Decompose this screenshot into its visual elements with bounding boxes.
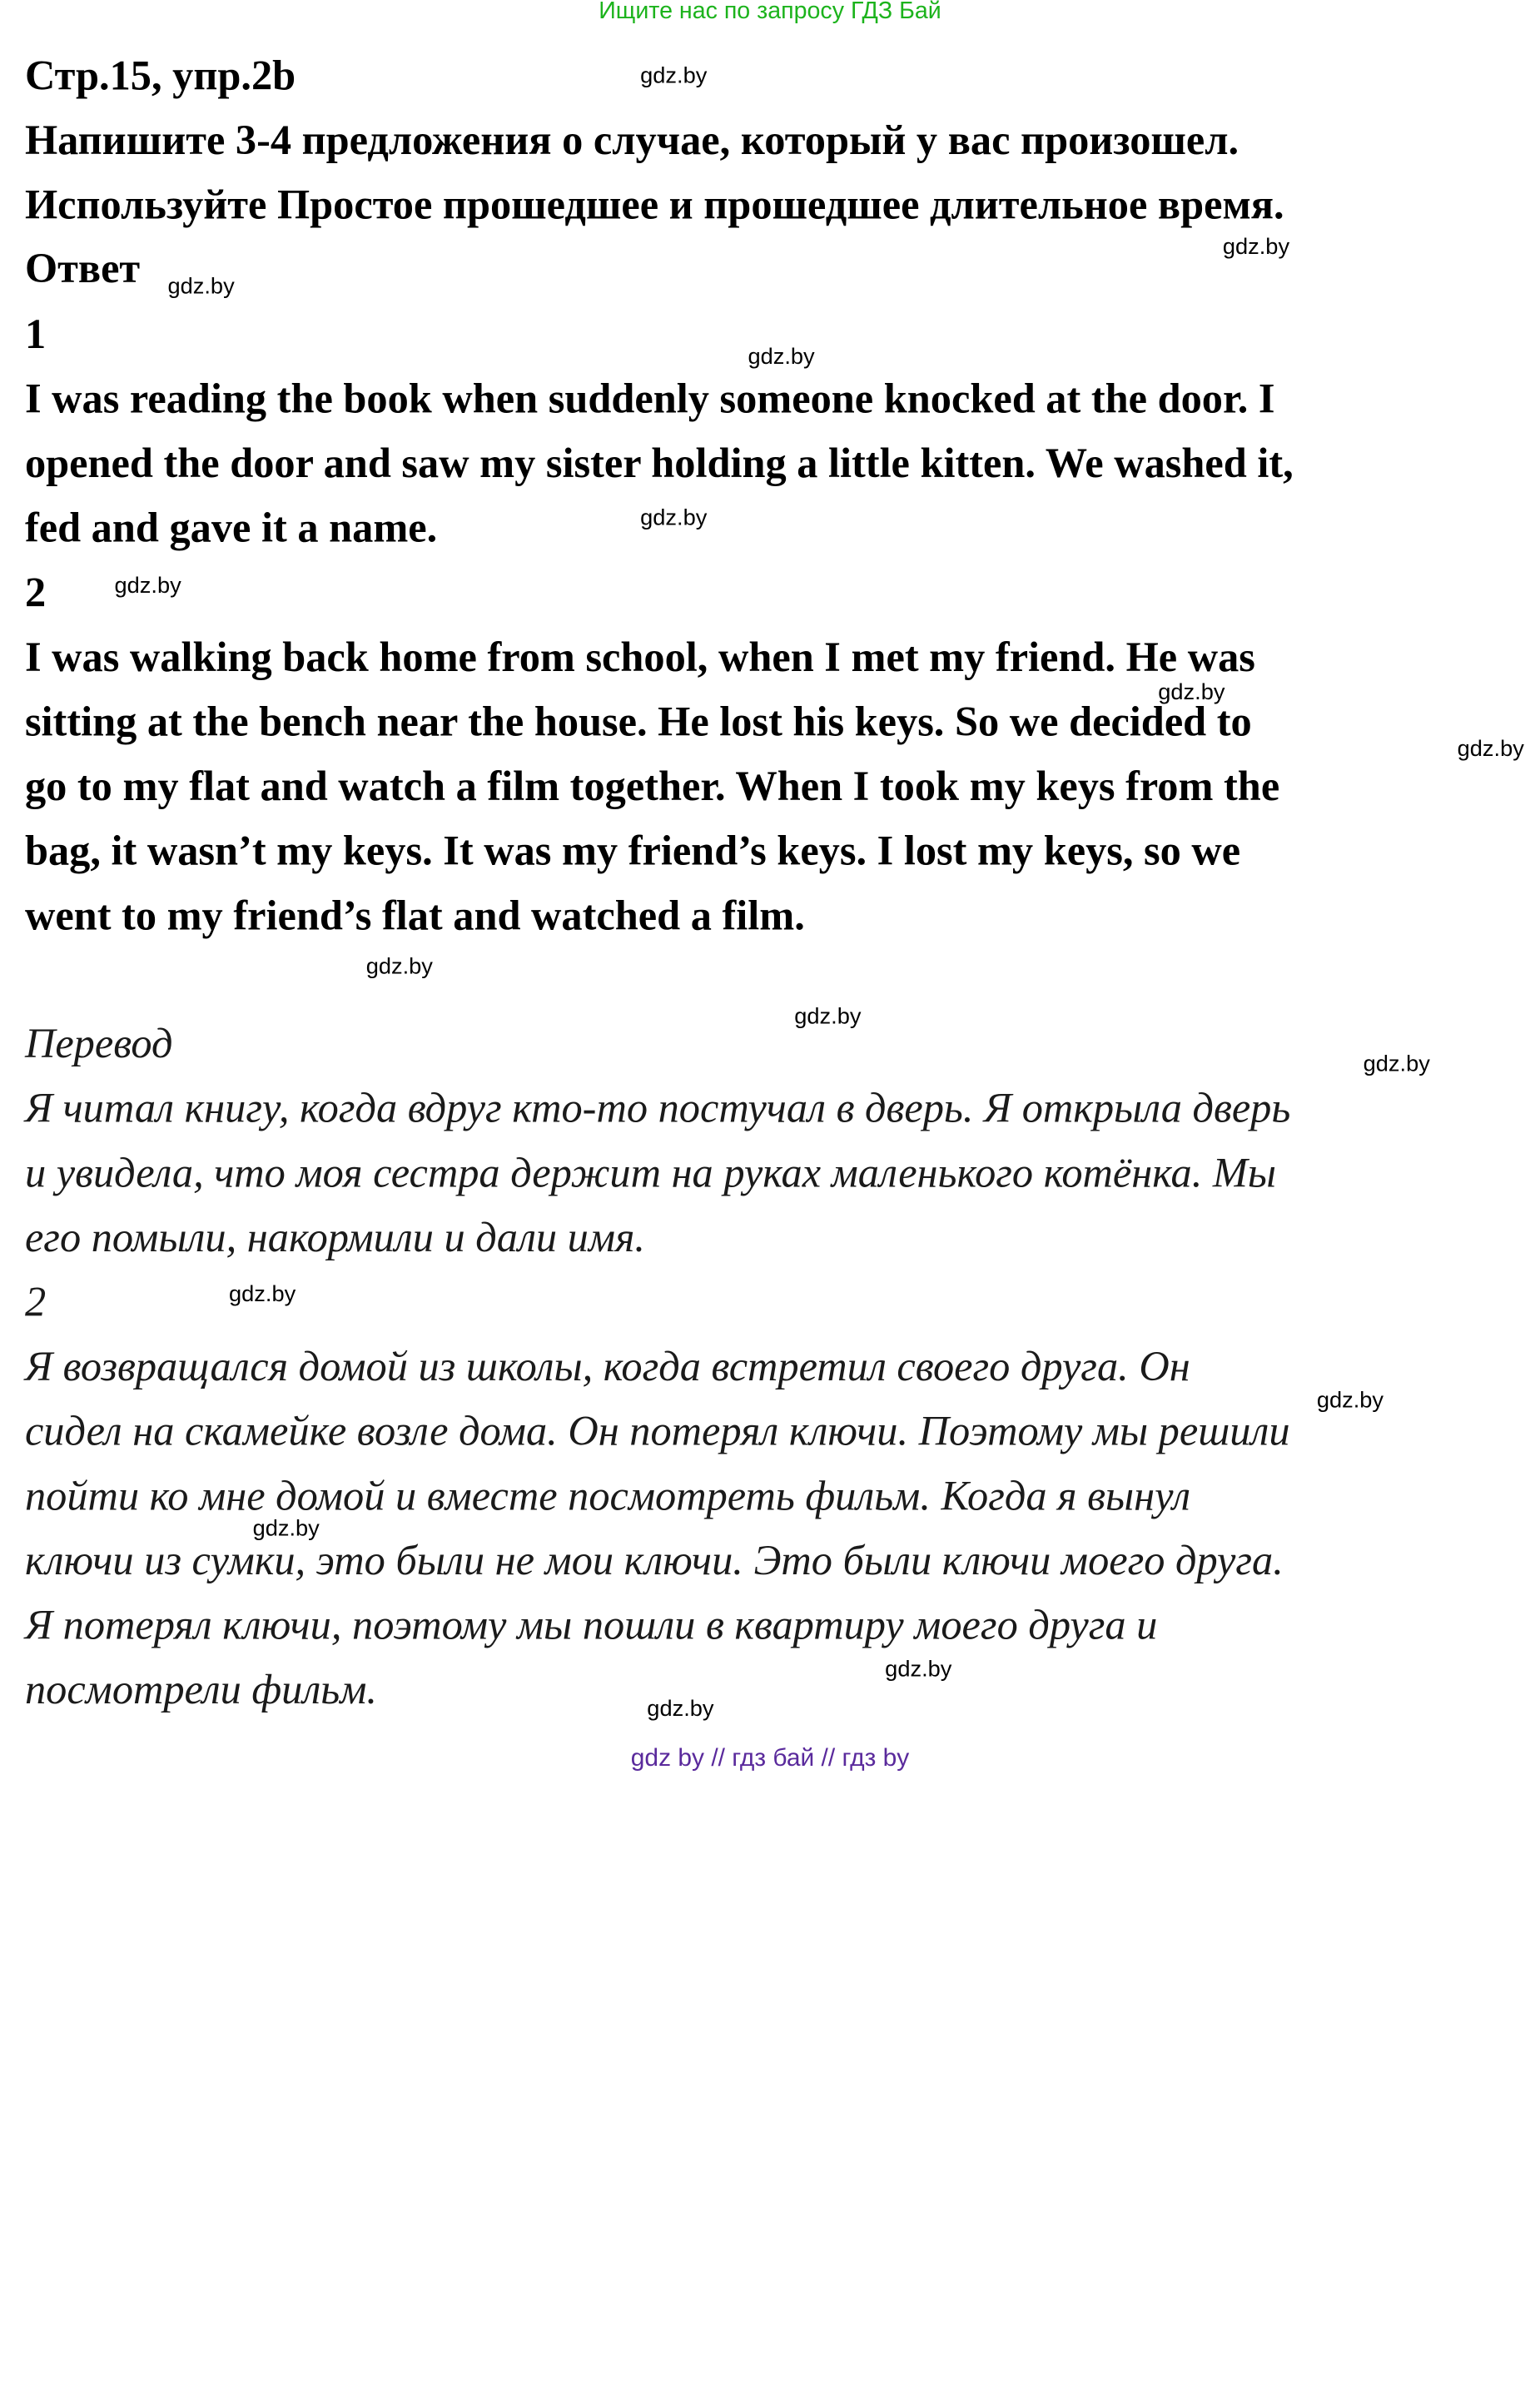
answer-label: Ответ — [24, 246, 141, 293]
watermark: gdz.by — [647, 1696, 714, 1722]
answer-2-line-5: went to my friend’s flat and watched a film. — [24, 892, 805, 940]
answer-2-line-2: sitting at the bench near the house. He lost his keys. So we decided to — [24, 698, 1252, 746]
watermark: gdz.by — [167, 274, 235, 300]
watermark: gdz.by — [1457, 736, 1524, 762]
answer-1-line-3: fed and gave it a name. — [24, 505, 438, 552]
answer-2-line-3: go to my flat and watch a film together. When I took my keys from the — [24, 763, 1280, 811]
translation-2-line-2: сидел на скамейке возле дома. Он потерял ключи. Поэтому мы решили — [24, 1409, 1290, 1455]
translation-1-line-2: и увидела, что моя сестра держит на руках маленького котёнка. Мы — [24, 1150, 1277, 1197]
watermark: gdz.by — [640, 505, 708, 531]
footer-links[interactable]: gdz by // гдз бай // гдз by — [630, 1742, 910, 1772]
translation-label: Перевод — [24, 1021, 173, 1068]
translation-2-line-5: Я потерял ключи, поэтому мы пошли в квартиру моего друга и — [24, 1602, 1158, 1649]
watermark: gdz.by — [1316, 1388, 1384, 1414]
site-banner[interactable]: Ищите нас по запросу ГДЗ Бай — [599, 0, 941, 24]
watermark: gdz.by — [748, 344, 815, 370]
answer-2-line-1: I was walking back home from school, when I met my friend. He was — [24, 634, 1255, 682]
watermark: gdz.by — [640, 63, 708, 89]
watermark: gdz.by — [252, 1516, 320, 1542]
translation-1-line-1: Я читал книгу, когда вдруг кто-то постучал в дверь. Я открыла дверь — [24, 1086, 1291, 1132]
watermark: gdz.by — [885, 1657, 952, 1683]
translation-2-line-1: Я возвращался домой из школы, когда встретил своего друга. Он — [24, 1344, 1190, 1391]
watermark: gdz.by — [365, 954, 433, 980]
answer-2-line-4: bag, it wasn’t my keys. It was my friend’s keys. I lost my keys, so we — [24, 828, 1241, 875]
task-instruction-line-2: Используйте Простое прошедшее и прошедшее длительное время. — [24, 182, 1284, 229]
translation-2-line-4: ключи из сумки, это были не мои ключи. Это были ключи моего друга. — [24, 1538, 1284, 1585]
translation-2-line-6: посмотрели фильм. — [24, 1667, 377, 1714]
translation-2-line-3: пойти ко мне домой и вместе посмотреть фильм. Когда я вынул — [24, 1473, 1191, 1520]
answer-number-1: 1 — [24, 311, 47, 359]
task-instruction-line-1: Напишите 3-4 предложения о случае, который у вас произошел. — [24, 117, 1239, 165]
watermark: gdz.by — [1222, 234, 1290, 260]
answer-1-line-2: opened the door and saw my sister holding a little kitten. We washed it, — [24, 440, 1294, 488]
answer-number-2: 2 — [24, 569, 47, 617]
watermark: gdz.by — [1158, 679, 1225, 705]
exercise-reference: Стр.15, упр.2b — [24, 52, 296, 100]
watermark: gdz.by — [1363, 1051, 1430, 1077]
answer-1-line-1: I was reading the book when suddenly someone knocked at the door. I — [24, 375, 1275, 423]
watermark: gdz.by — [228, 1281, 296, 1307]
translation-1-line-3: его помыли, накормили и дали имя. — [24, 1215, 646, 1262]
translation-number-2: 2 — [24, 1279, 47, 1326]
watermark: gdz.by — [794, 1004, 862, 1030]
watermark: gdz.by — [114, 573, 181, 599]
